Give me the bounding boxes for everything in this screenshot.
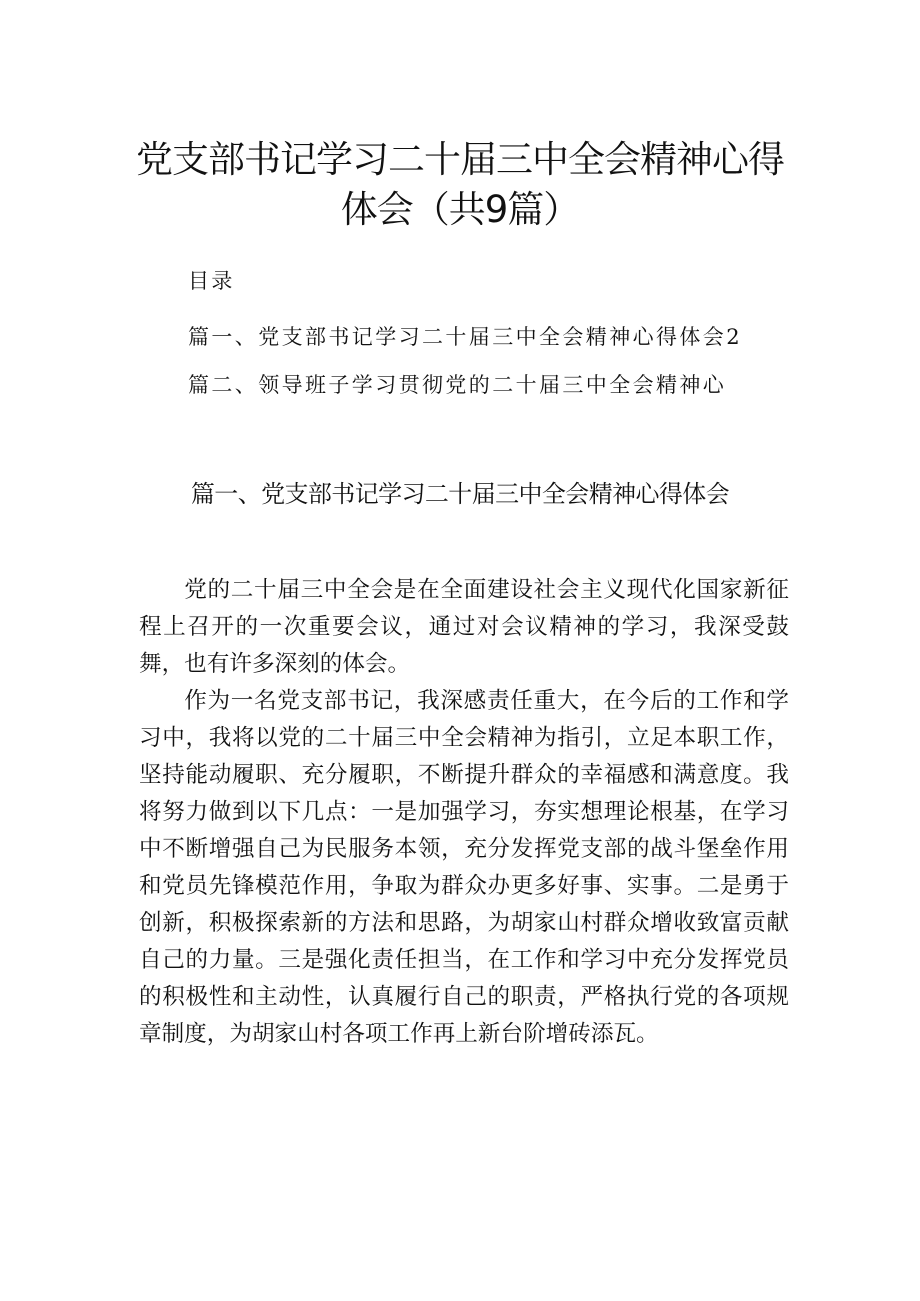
paragraph-1: 党的二十届三中全会是在全面建设社会主义现代化国家新征程上召开的一次重要会议，通过对会议精神的学习，我深受鼓舞，也有许多深刻的体会。 <box>139 577 789 677</box>
toc-item-2: 篇二、领导班子学习贯彻党的二十届三中全会精神心 <box>188 373 727 397</box>
toc-heading: 目录 <box>188 269 235 293</box>
document-title-line-1: 党支部书记学习二十届三中全会精神心得 <box>136 138 784 181</box>
document-title-line-2: 体会（共9篇） <box>340 188 580 231</box>
paragraph-2: 作为一名党支部书记，我深感责任重大，在今后的工作和学习中，我将以党的二十届三中全会精神为指引，立足本职工作，坚持能动履职、充分履职，不断提升群众的幸福感和满意度。我将努力做到以下几点：一是加强学习，夯实想理论根基，在学习中不断增强自己为民服务本领，充分发挥党支部的战斗堡垒作用和党员先锋模范作用，争取为群众办更多好事、实事。二是勇于创新，积极探索新的方法和思路，为胡家山村群众增收致富贡献自己的力量。三是强化责任担当，在工作和学习中充分发挥党员的积极性和主动性，认真履行自己的职责，严格执行党的各项规章制度，为胡家山村各项工作再上新台阶增砖添瓦。 <box>139 688 789 1047</box>
body-text <box>139 572 789 1053</box>
section-heading: 篇一、党支部书记学习二十届三中全会精神心得体会 <box>190 480 730 508</box>
toc-item-1: 篇一、党支部书记学习二十届三中全会精神心得体会2 <box>188 325 742 349</box>
